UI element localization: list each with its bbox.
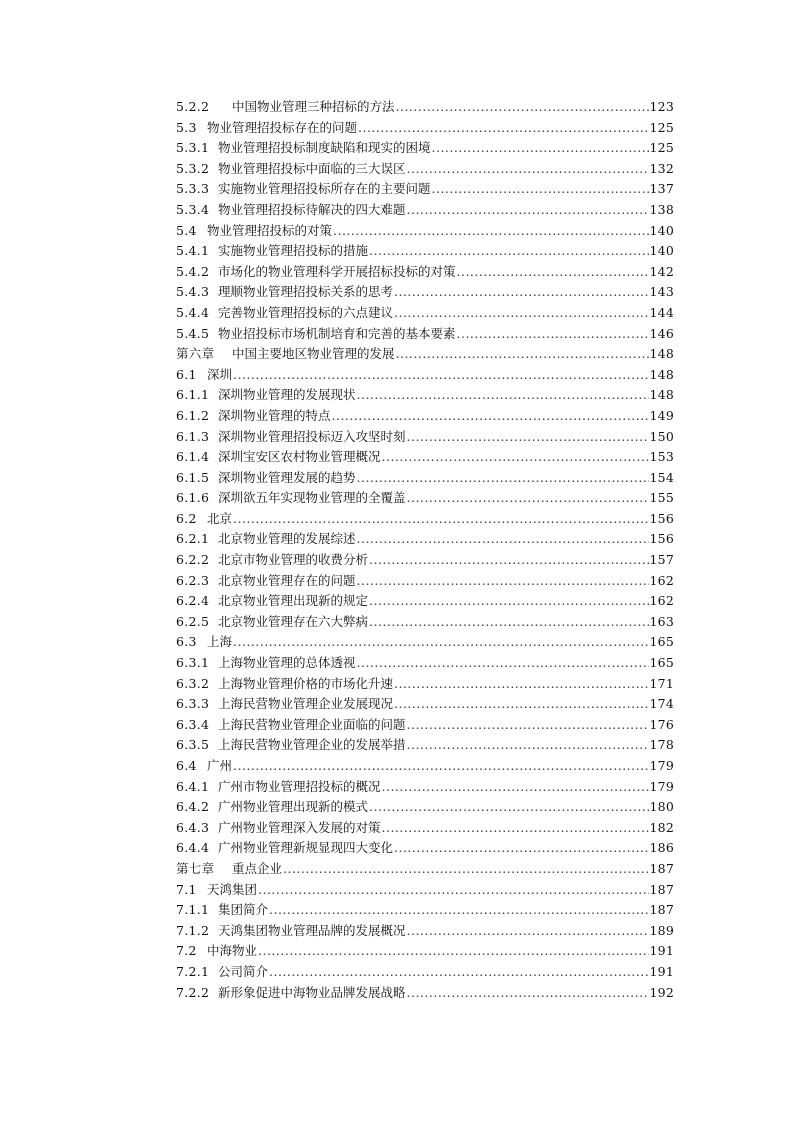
toc-entry[interactable] [176,715,674,736]
toc-entry-title: 理顺物业管理招投标关系的思考 [218,284,394,300]
toc-entry-title: 物业管理招投标中面临的三大误区 [218,160,406,176]
toc-dot-leader [358,118,649,139]
toc-entry[interactable] [176,344,674,365]
toc-entry[interactable] [176,427,674,448]
toc-entry[interactable] [176,612,674,633]
toc-entry-page-number: 143 [649,284,674,300]
toc-entry-page-number: 138 [649,201,674,217]
toc-entry-title: 北京物业管理存在六大弊病 [218,613,369,629]
toc-entry-number: 6.1.4 [176,449,210,465]
toc-entry-page-number: 191 [649,963,674,979]
toc-dot-leader [382,447,649,468]
toc-entry-page-number: 144 [649,304,674,320]
toc-entry-page-number: 162 [649,572,674,588]
toc-entry-number: 5.3.2 [176,160,210,176]
toc-entry-page-number: 156 [649,510,674,526]
toc-entry[interactable] [176,653,674,674]
toc-dot-leader [394,282,649,303]
toc-entry[interactable] [176,591,674,612]
toc-entry-page-number: 192 [649,984,674,1000]
toc-entry-number: 5.3 [176,119,197,135]
toc-dot-leader [407,715,649,736]
toc-entry-title: 深圳物业管理招投标迈入攻坚时刻 [218,428,406,444]
toc-dot-leader [357,529,649,550]
toc-dot-leader [283,859,649,880]
toc-entry-title: 广州市物业管理招投标的概况 [218,778,381,794]
toc-entry-title: 深圳宝安区农村物业管理概况 [218,449,381,465]
toc-dot-leader [407,200,649,221]
toc-entry[interactable] [176,138,674,159]
toc-entry-page-number: 180 [649,799,674,815]
toc-entry-title: 深圳欲五年实现物业管理的全覆盖 [218,490,406,506]
table-of-contents [176,97,674,1003]
toc-dot-leader [396,97,649,118]
toc-entry-title: 上海物业管理价格的市场化升速 [218,675,394,691]
toc-entry-title: 集团简介 [218,902,269,918]
toc-entry[interactable] [176,962,674,983]
toc-entry-number: 6.2.4 [176,593,210,609]
toc-entry-number: 第七章 [176,860,215,876]
toc-entry-title: 深圳物业管理的特点 [218,407,331,423]
toc-entry-number: 6.3.4 [176,716,210,732]
toc-dot-leader [394,674,649,695]
toc-entry[interactable] [176,97,674,118]
toc-entry-page-number: 154 [649,469,674,485]
toc-entry-page-number: 174 [649,696,674,712]
toc-entry-title: 实施物业管理招投标的措施 [218,243,369,259]
toc-entry-number: 5.3.3 [176,181,210,197]
toc-entry-number: 5.3.1 [176,140,210,156]
toc-dot-leader [357,571,649,592]
toc-dot-leader [407,488,649,509]
toc-dot-leader [432,179,649,200]
toc-entry-page-number: 163 [649,613,674,629]
toc-entry-page-number: 162 [649,593,674,609]
toc-dot-leader [396,344,649,365]
toc-dot-leader [258,941,649,962]
toc-entry-page-number: 146 [649,325,674,341]
toc-entry[interactable] [176,406,674,427]
toc-entry[interactable] [176,632,674,653]
toc-entry[interactable] [176,797,674,818]
toc-entry-number: 6.2.3 [176,572,210,588]
toc-dot-leader [369,241,649,262]
toc-entry-page-number: 165 [649,655,674,671]
toc-entry-number: 6.3.5 [176,737,210,753]
toc-entry-page-number: 132 [649,160,674,176]
toc-entry-number: 6.1.6 [176,490,210,506]
toc-entry-page-number: 179 [649,758,674,773]
toc-entry[interactable] [176,777,674,798]
toc-entry-number: 6.4.4 [176,840,210,856]
toc-entry-page-number: 171 [649,675,674,691]
toc-entry[interactable] [176,529,674,550]
toc-dot-leader [233,756,649,777]
toc-dot-leader [233,632,649,653]
toc-entry[interactable] [176,983,674,1004]
toc-entry-title: 物业管理招投标的对策 [207,222,333,238]
toc-entry[interactable] [176,385,674,406]
toc-entry-title: 完善物业管理招投标的六点建议 [218,304,394,320]
toc-entry-title: 深圳物业管理发展的趋势 [218,469,356,485]
toc-entry-number: 6.4.1 [176,778,210,794]
toc-entry-page-number: 179 [649,778,674,794]
toc-dot-leader [382,777,649,798]
toc-dot-leader [233,509,649,530]
toc-entry-page-number: 156 [649,531,674,547]
toc-dot-leader [357,653,649,674]
toc-entry[interactable] [176,838,674,859]
toc-entry-number: 6.2.1 [176,531,210,547]
toc-entry-number: 5.4 [176,222,197,238]
toc-entry-title: 物业管理招投标存在的问题 [207,119,358,135]
toc-entry-page-number: 178 [649,737,674,753]
toc-dot-leader [407,427,649,448]
toc-entry-title: 实施物业管理招投标所存在的主要问题 [218,181,431,197]
toc-entry-number: 6.4 [176,758,197,773]
toc-entry-title: 中国物业管理三种招标的方法 [232,99,395,114]
toc-entry-title: 中国主要地区物业管理的发展 [232,346,395,362]
toc-entry[interactable] [176,941,674,962]
toc-dot-leader [333,221,649,242]
toc-entry-number: 7.2 [176,943,197,959]
toc-dot-leader [332,406,649,427]
toc-entry-title: 广州 [207,758,233,773]
toc-entry-page-number: 153 [649,449,674,465]
toc-entry-title: 上海民营物业管理企业发展现况 [218,696,394,712]
toc-dot-leader [269,900,649,921]
toc-entry-page-number: 140 [649,222,674,238]
toc-entry-number: 6.4.2 [176,799,210,815]
toc-entry-number: 6.2.2 [176,552,210,568]
toc-entry[interactable] [176,118,674,139]
toc-entry-page-number: 150 [649,428,674,444]
toc-entry-title: 上海物业管理的总体透视 [218,655,356,671]
toc-entry-page-number: 176 [649,716,674,732]
toc-entry[interactable] [176,921,674,942]
toc-entry-number: 6.1.2 [176,407,210,423]
toc-entry-title: 深圳 [207,366,233,382]
toc-entry-title: 重点企业 [232,860,283,876]
toc-entry[interactable] [176,468,674,489]
toc-dot-leader [382,818,649,839]
toc-entry-number: 5.4.5 [176,325,210,341]
toc-entry[interactable] [176,550,674,571]
toc-entry-title: 广州物业管理出现新的模式 [218,799,369,815]
toc-entry-title: 广州物业管理深入发展的对策 [218,819,381,835]
toc-entry-title: 天鸿集团 [207,881,258,897]
toc-entry[interactable] [176,262,674,283]
toc-entry-title: 天鸿集团物业管理品牌的发展概况 [218,922,406,938]
toc-dot-leader [407,921,649,942]
toc-entry-number: 5.4.2 [176,263,210,279]
toc-entry[interactable] [176,756,674,777]
toc-dot-leader [407,735,649,756]
toc-entry[interactable] [176,900,674,921]
toc-dot-leader [432,138,649,159]
toc-entry-number: 6.3.1 [176,655,210,671]
toc-entry-number: 6.3 [176,634,197,650]
toc-entry[interactable] [176,159,674,180]
toc-entry-number: 6.2.5 [176,613,210,629]
toc-entry-number: 6.1.5 [176,469,210,485]
toc-entry[interactable] [176,735,674,756]
toc-dot-leader [407,983,649,1004]
toc-dot-leader [394,838,649,859]
toc-entry-number: 7.2.2 [176,984,210,1000]
toc-entry-page-number: 137 [649,181,674,197]
toc-entry-page-number: 149 [649,407,674,423]
toc-dot-leader [357,385,649,406]
toc-entry-number: 7.1 [176,881,197,897]
toc-entry[interactable] [176,447,674,468]
toc-entry-page-number: 191 [649,943,674,959]
toc-entry-title: 广州物业管理新规显现四大变化 [218,840,394,856]
toc-dot-leader [369,550,649,571]
toc-entry[interactable] [176,303,674,324]
toc-entry-page-number: 142 [649,263,674,279]
toc-entry-number: 5.4.3 [176,284,210,300]
toc-entry[interactable] [176,509,674,530]
toc-entry-number: 6.3.2 [176,675,210,691]
toc-entry-page-number: 189 [649,922,674,938]
toc-entry[interactable] [176,179,674,200]
toc-dot-leader [258,880,649,901]
toc-entry-title: 公司简介 [218,963,269,979]
toc-entry-title: 北京 [207,510,233,526]
toc-dot-leader [269,962,649,983]
toc-entry-number: 6.4.3 [176,819,210,835]
toc-entry[interactable] [176,818,674,839]
toc-entry[interactable] [176,241,674,262]
toc-entry-page-number: 125 [649,140,674,156]
toc-entry[interactable] [176,488,674,509]
toc-entry-title: 物业招投标市场机制培育和完善的基本要素 [218,325,456,341]
toc-entry-number: 7.1.2 [176,922,210,938]
toc-entry-page-number: 187 [649,881,674,897]
toc-dot-leader [457,262,649,283]
toc-entry-title: 深圳物业管理的发展现状 [218,387,356,403]
toc-entry[interactable] [176,282,674,303]
toc-entry-title: 北京物业管理的发展综述 [218,531,356,547]
toc-entry-title: 市场化的物业管理科学开展招标投标的对策 [218,263,456,279]
toc-entry-title: 上海 [207,634,233,650]
toc-entry-number: 5.4.1 [176,243,210,259]
toc-entry-page-number: 148 [649,366,674,382]
toc-entry-page-number: 125 [649,119,674,135]
toc-entry[interactable] [176,880,674,901]
toc-entry-page-number: 123 [649,99,674,114]
toc-entry[interactable] [176,200,674,221]
toc-entry-title: 北京市物业管理的收费分析 [218,552,369,568]
toc-entry-page-number: 155 [649,490,674,506]
toc-entry-number: 7.2.1 [176,963,210,979]
toc-dot-leader [233,365,649,386]
toc-entry-number: 6.1.1 [176,387,210,403]
toc-entry-page-number: 157 [649,552,674,568]
toc-dot-leader [369,591,649,612]
toc-entry-number: 5.2.2 [176,99,210,114]
toc-entry-number: 6.3.3 [176,696,210,712]
toc-entry[interactable] [176,859,674,880]
toc-entry-page-number: 182 [649,819,674,835]
toc-entry-title: 上海民营物业管理企业的发展举措 [218,737,406,753]
toc-entry-title: 北京物业管理出现新的规定 [218,593,369,609]
toc-dot-leader [394,694,649,715]
toc-entry[interactable] [176,324,674,345]
toc-entry-title: 新形象促进中海物业品牌发展战略 [218,984,406,1000]
toc-entry[interactable] [176,221,674,242]
toc-entry-page-number: 165 [649,634,674,650]
toc-dot-leader [369,797,649,818]
toc-entry-page-number: 140 [649,243,674,259]
toc-entry-title: 北京物业管理存在的问题 [218,572,356,588]
toc-entry-page-number: 187 [649,902,674,918]
toc-entry-title: 物业管理招投标制度缺陷和现实的困境 [218,140,431,156]
toc-entry-page-number: 186 [649,840,674,856]
toc-entry-page-number: 187 [649,860,674,876]
toc-entry[interactable] [176,674,674,695]
toc-entry-number: 6.1 [176,366,197,382]
toc-entry[interactable] [176,365,674,386]
toc-entry-number: 6.2 [176,510,197,526]
toc-entry[interactable] [176,694,674,715]
toc-dot-leader [369,612,649,633]
toc-entry-title: 中海物业 [207,943,258,959]
toc-entry-number: 7.1.1 [176,902,210,918]
toc-entry-title: 上海民营物业管理企业面临的问题 [218,716,406,732]
toc-dot-leader [407,159,649,180]
toc-dot-leader [394,303,649,324]
toc-entry-number: 5.3.4 [176,201,210,217]
toc-entry-title: 物业管理招投标待解决的四大难题 [218,201,406,217]
toc-entry-number: 6.1.3 [176,428,210,444]
toc-entry-number: 5.4.4 [176,304,210,320]
toc-entry-page-number: 148 [649,346,674,362]
toc-entry[interactable] [176,571,674,592]
toc-entry-number: 第六章 [176,346,215,362]
toc-dot-leader [457,324,649,345]
toc-dot-leader [357,468,649,489]
toc-entry-page-number: 148 [649,387,674,403]
